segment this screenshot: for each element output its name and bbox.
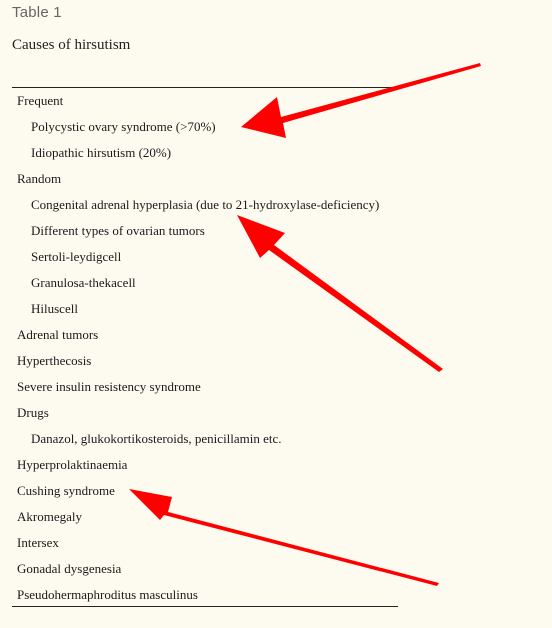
table-row-category: Hyperprolaktinaemia — [17, 457, 128, 472]
table-row-subitem: Danazol, glukokortikosteroids, penicillamin etc. — [31, 431, 282, 446]
table-row-subitem: Sertoli-leydigcell — [31, 249, 122, 264]
table-label: Table 1 — [12, 4, 62, 21]
table-row-category: Adrenal tumors — [17, 327, 99, 342]
table-row-category: Frequent — [17, 93, 64, 108]
table-row-category: Severe insulin resistency syndrome — [17, 379, 201, 394]
table-row-subitem: Polycystic ovary syndrome (>70%) — [31, 119, 216, 134]
table-row-subitem: Hiluscell — [31, 301, 78, 316]
table-bottom-rule — [12, 606, 398, 607]
table-row-category: Random — [17, 171, 62, 186]
table-row-subitem: Different types of ovarian tumors — [31, 223, 205, 238]
table-row-category: Pseudohermaphroditus masculinus — [17, 587, 198, 602]
table-row-category: Gonadal dysgenesia — [17, 561, 122, 576]
table-body — [0, 88, 552, 608]
table-row-subitem: Granulosa-thekacell — [31, 275, 136, 290]
table-row-category: Akromegaly — [17, 509, 82, 524]
table-row-category: Drugs — [17, 405, 49, 420]
table-row-subitem: Congenital adrenal hyperplasia (due to 21-hydroxylase-deficiency) — [31, 197, 380, 212]
table-row-category: Hyperthecosis — [17, 353, 92, 368]
table-row-subitem: Idiopathic hirsutism (20%) — [31, 145, 172, 160]
table-caption: Causes of hirsutism — [12, 37, 131, 53]
table-row-category: Intersex — [17, 535, 59, 550]
table-row-category: Cushing syndrome — [17, 483, 115, 498]
